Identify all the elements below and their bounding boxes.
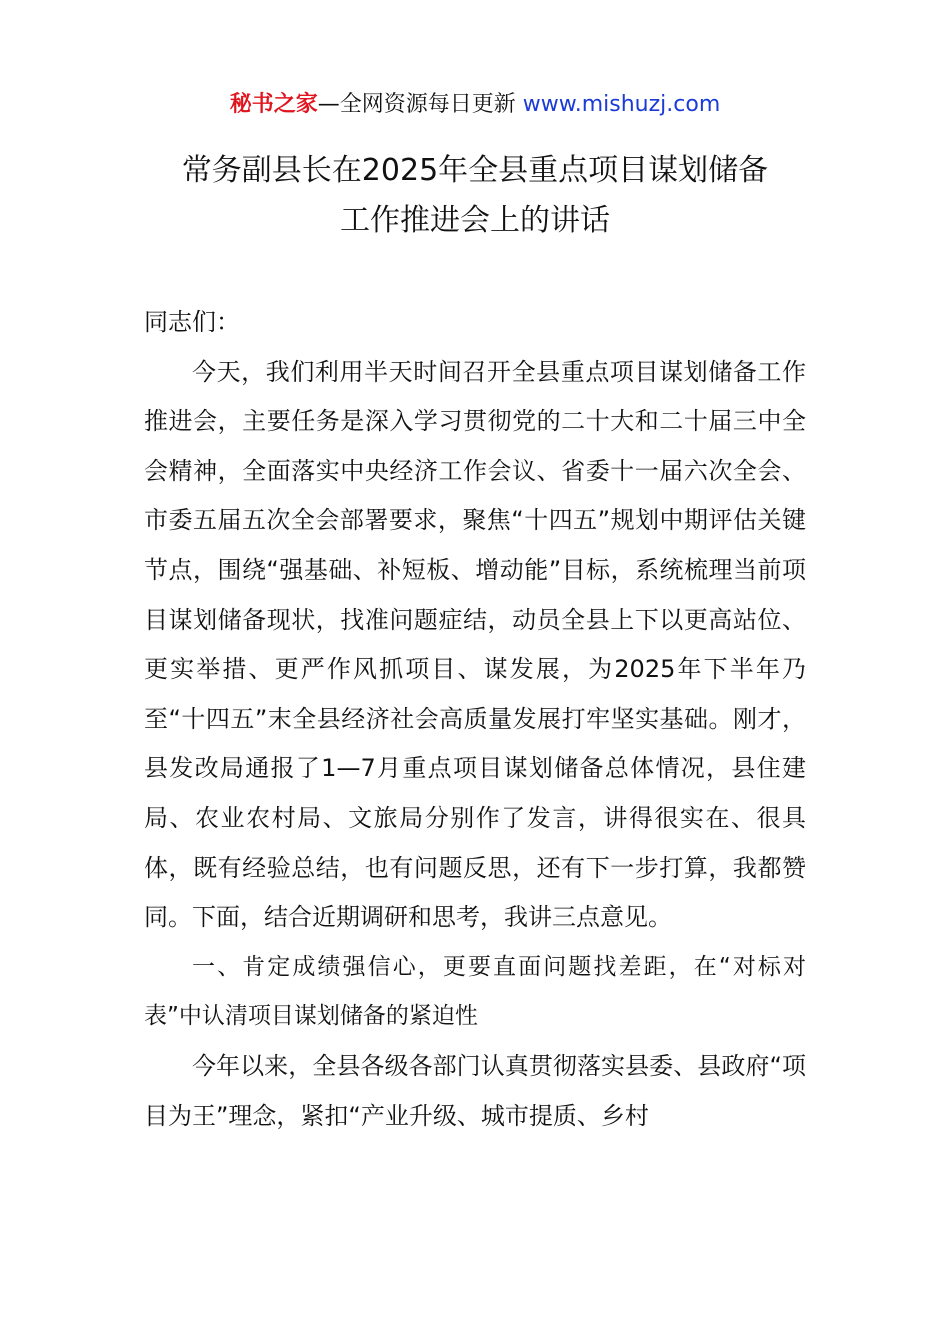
paragraph-2: 今年以来，全县各级各部门认真贯彻落实县委、县政府“项目为王”理念，紧扣“产业升级、城市提质、乡村 (144, 1051, 806, 1130)
document-body (144, 298, 806, 1141)
site-header (0, 88, 950, 122)
site-url-link[interactable]: www.mishuzj.com (522, 92, 721, 117)
title-line-1: 常务副县长在2025年全县重点项目谋划储备 (181, 153, 769, 188)
document-title (0, 146, 950, 246)
header-tagline: —全网资源每日更新 (317, 92, 523, 117)
brand-name: 秘书之家 (229, 92, 318, 117)
salutation: 同志们： (144, 308, 240, 336)
section-heading-1: 一、肯定成绩强信心，更要直面问题找差距，在“对标对表”中认清项目谋划储备的紧迫性 (144, 953, 806, 1030)
paragraph-1: 今天，我们利用半天时间召开全县重点项目谋划储备工作推进会，主要任务是深入学习贯彻党的二十大和二十届三中全会精神，全面落实中央经济工作会议、省委十一届六次全会、市委五届五次全会部署要求，聚焦“十四五”规划中期评估关键节点，围绕“强基础、补短板、增动能”目标，系统梳理当前项目谋划储备现状，找准问题症结，动员全县上下以更高站位、更实举措、更严作风抓项目、谋发展，为2025年下半年乃至“十四五”末全县经济社会高质量发展打牢坚实基础。刚才，县发改局通报了1—7月重点项目谋划储备总体情况，县住建局、农业农村局、文旅局分别作了发言，讲得很实在、很具体，既有经验总结，也有问题反思，还有下一步打算，我都赞同。下面，结合近期调研和思考，我讲三点意见。 (144, 357, 806, 932)
title-line-2: 工作推进会上的讲话 (340, 203, 610, 238)
